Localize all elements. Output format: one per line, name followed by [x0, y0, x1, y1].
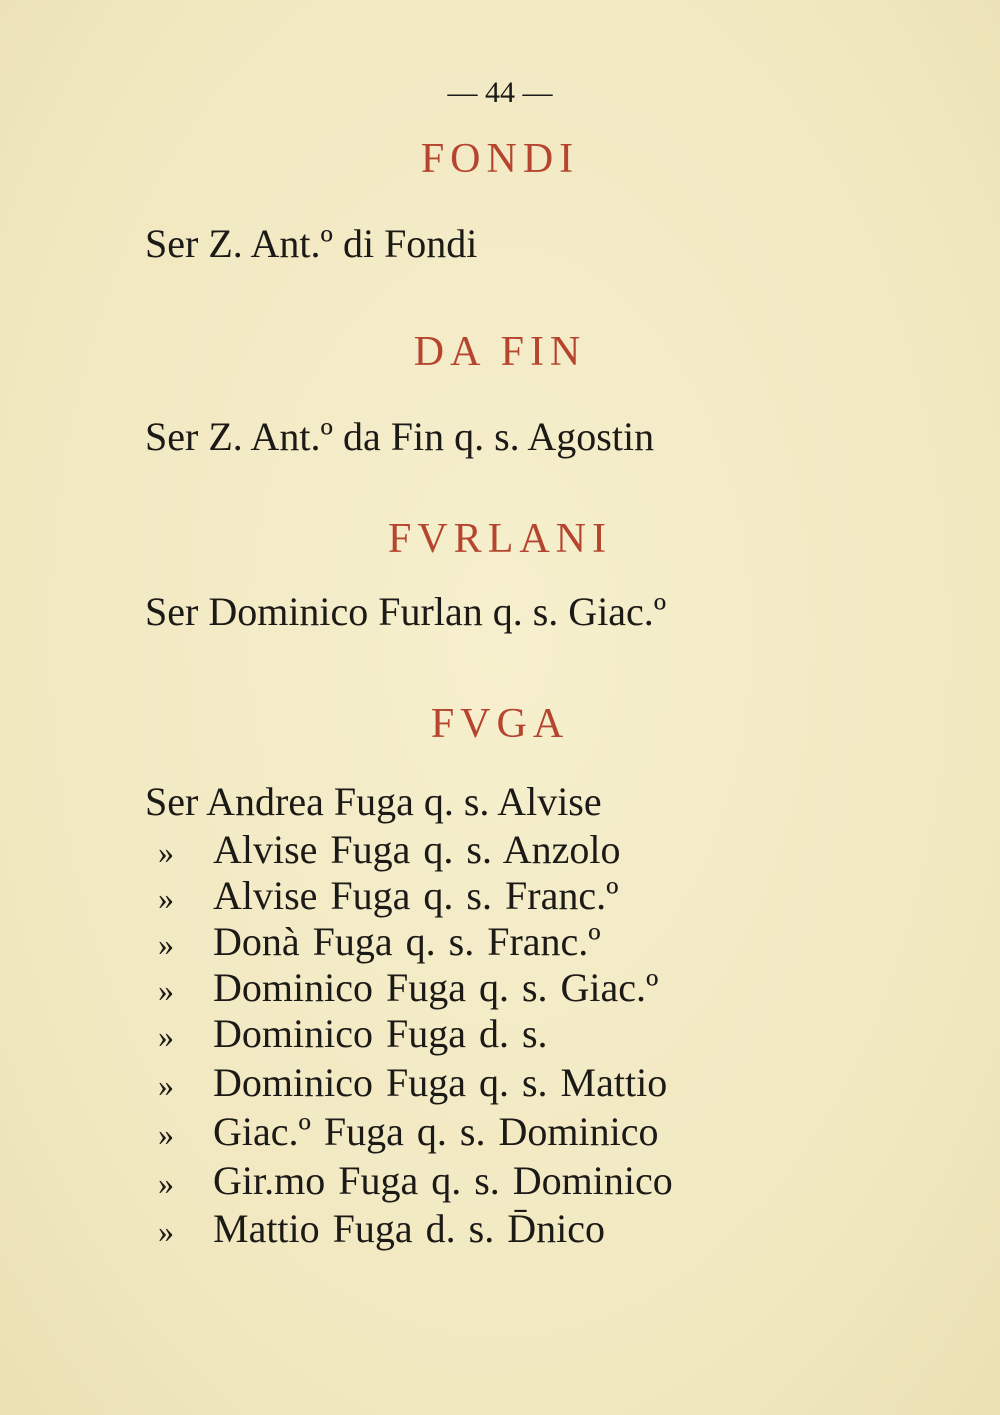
list-item	[158, 1157, 673, 1204]
section-heading-fuga: FVGA	[430, 701, 570, 747]
ditto-mark: »	[158, 1067, 174, 1103]
entry-name: Gir.mo Fuga q. s. Dominico	[213, 1158, 673, 1203]
section-heading-furlani: FVRLANI	[387, 516, 612, 562]
entry-name: Alvise Fuga q. s. Anzolo	[213, 827, 621, 872]
ditto-mark: »	[158, 1165, 174, 1201]
entry-line: Ser Andrea Fuga q. s. Alvise	[145, 779, 602, 824]
list-item	[158, 1059, 667, 1106]
list-item	[158, 1010, 548, 1057]
list-item	[158, 1108, 658, 1155]
entry-name: Dominico Fuga q. s. Giac.º	[213, 965, 659, 1010]
entry-name: Dominico Fuga q. s. Mattio	[213, 1060, 668, 1105]
ditto-mark: »	[158, 1116, 174, 1152]
section-heading-fondi: FONDI	[420, 136, 580, 182]
entry-name: Donà Fuga q. s. Franc.º	[213, 919, 601, 964]
list-item	[158, 918, 601, 965]
entry-name: Mattio Fuga d. s. D̄nico	[213, 1206, 605, 1251]
ditto-mark: »	[158, 1018, 174, 1054]
entry-name: Dominico Fuga d. s.	[213, 1011, 548, 1056]
ditto-mark: »	[158, 972, 174, 1008]
list-item	[158, 964, 658, 1011]
entry-line: Ser Z. Ant.º di Fondi	[145, 221, 478, 266]
ditto-mark: »	[158, 926, 174, 962]
list-item	[158, 872, 618, 919]
entry-line: Ser Z. Ant.º da Fin q. s. Agostin	[145, 414, 655, 459]
ditto-mark: »	[158, 1213, 174, 1249]
page-number: — 44 —	[447, 76, 553, 109]
entry-name: Alvise Fuga q. s. Franc.º	[213, 873, 619, 918]
entry-line: Ser Dominico Furlan q. s. Giac.º	[145, 589, 667, 634]
entry-name: Giac.º Fuga q. s. Dominico	[213, 1109, 659, 1154]
list-item	[158, 826, 621, 873]
ditto-mark: »	[158, 834, 174, 870]
ditto-mark: »	[158, 880, 174, 916]
section-heading-da-fin: DA FIN	[413, 329, 587, 375]
list-item	[158, 1205, 605, 1252]
